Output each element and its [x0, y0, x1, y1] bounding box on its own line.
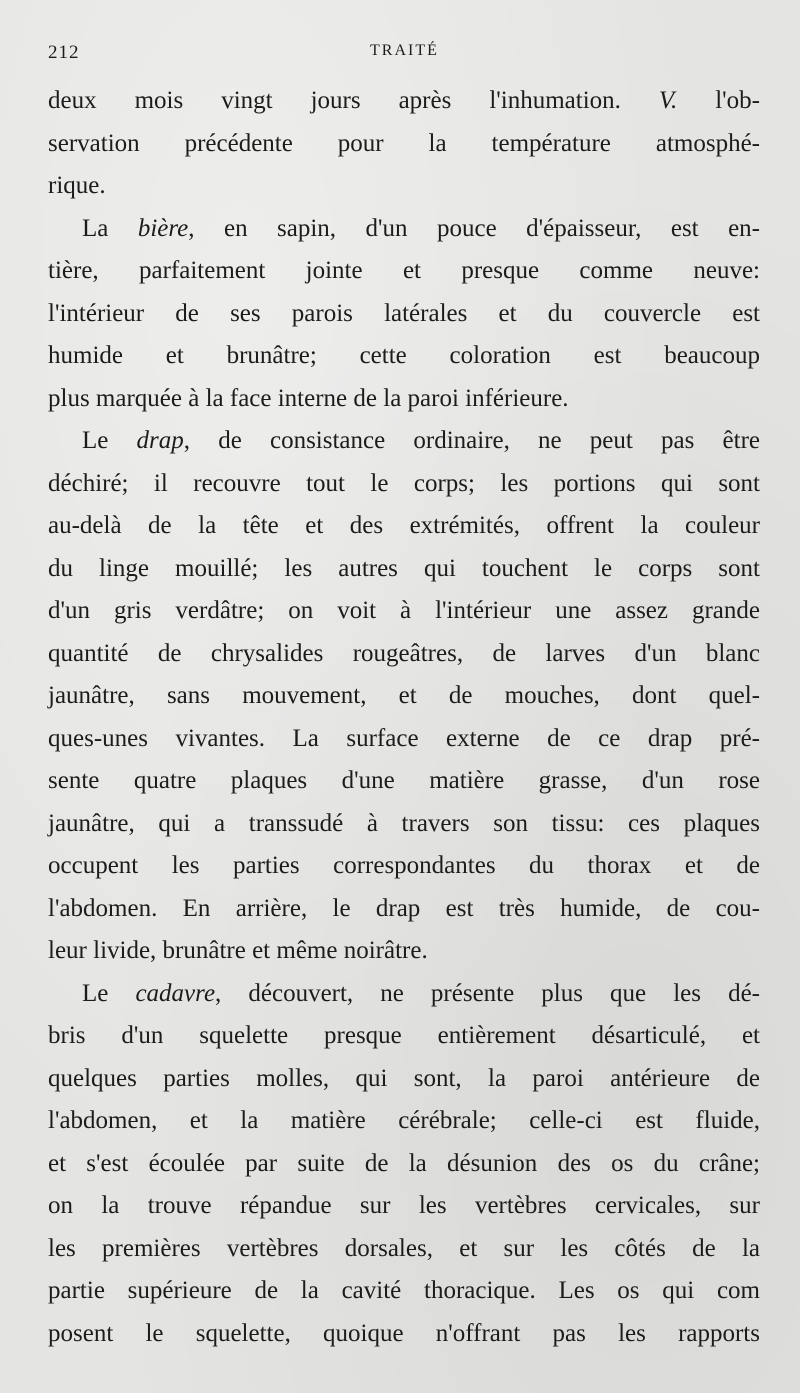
- line-fragment: plus marquée à la face interne de la paroi inférieure.: [48, 384, 569, 412]
- line-fragment: ques-unes vivantes. La surface externe de ce drap pré-: [48, 724, 760, 752]
- line-fragment: du linge mouillé; les autres qui touchent le corps sont: [48, 554, 760, 582]
- line-fragment: au-delà de la tête et des extrémités, offrent la couleur: [48, 512, 760, 539]
- text-line: [48, 548, 760, 591]
- text-line: [48, 590, 760, 633]
- text-line: [48, 1185, 760, 1228]
- running-title: TRAITÉ: [370, 42, 439, 59]
- line-fragment: posent le squelette, quoique n'offrant pas les rapports: [48, 1319, 760, 1347]
- text-line: [48, 250, 760, 293]
- line-fragment: quantité de chrysalides rougeâtres, de larves d'un blanc: [48, 639, 760, 667]
- line-fragment: d'un gris verdâtre; on voit à l'intérieur une assez grande: [48, 597, 760, 624]
- text-line: [48, 165, 760, 208]
- line-fragment: tière, parfaitement jointe et presque comme neuve:: [48, 257, 760, 284]
- line-fragment: l'abdomen, et la matière cérébrale; celle-ci est fluide,: [48, 1107, 760, 1134]
- line-fragment: les premières vertèbres dorsales, et sur les côtés de la: [48, 1234, 760, 1262]
- page-number: 212: [48, 42, 80, 63]
- text-line: [48, 930, 760, 973]
- line-fragment: rique.: [48, 172, 106, 199]
- italic-term: cadavre: [135, 979, 216, 1007]
- line-fragment: , en sapin, d'un pouce d'épaisseur, est en-: [188, 214, 760, 242]
- body-text: [48, 80, 760, 1355]
- text-line: [48, 1100, 760, 1143]
- text-line: [48, 1143, 760, 1186]
- text-line: [48, 1058, 760, 1101]
- text-line: [48, 633, 760, 676]
- line-fragment: l'ob-: [677, 87, 761, 114]
- text-line: [48, 80, 760, 123]
- text-line: [48, 845, 760, 888]
- line-fragment: déchiré; il recouvre tout le corps; les portions qui sont: [48, 469, 760, 497]
- text-line: [48, 420, 760, 463]
- line-fragment: La: [82, 214, 138, 242]
- italic-term: drap: [136, 427, 184, 454]
- line-fragment: Le: [82, 427, 137, 454]
- text-line: [48, 293, 760, 336]
- text-line: [48, 973, 760, 1016]
- text-line: [48, 760, 760, 803]
- line-fragment: Le: [82, 979, 136, 1007]
- line-fragment: quelques parties molles, qui sont, la paroi antérieure de: [48, 1064, 760, 1092]
- text-line: [48, 123, 760, 166]
- text-line: [48, 803, 760, 846]
- page-header: [48, 42, 760, 70]
- text-line: [48, 888, 760, 931]
- line-fragment: l'abdomen. En arrière, le drap est très humide, de cou-: [48, 894, 760, 922]
- italic-term: bière: [137, 214, 189, 242]
- line-fragment: jaunâtre, qui a transsudé à travers son tissu: ces plaques: [48, 809, 760, 837]
- line-fragment: on la trouve répandue sur les vertèbres cervicales, sur: [48, 1192, 760, 1219]
- text-line: [48, 463, 760, 506]
- text-line: [48, 718, 760, 761]
- line-fragment: deux mois vingt jours après l'inhumation.: [48, 87, 659, 114]
- text-line: [48, 1228, 760, 1271]
- line-fragment: humide et brunâtre; cette coloration est beaucoup: [48, 342, 760, 369]
- line-fragment: et s'est écoulée par suite de la désunion des os du crâne;: [48, 1149, 760, 1177]
- text-line: [48, 505, 760, 548]
- text-line: [48, 208, 760, 251]
- text-line: [48, 335, 760, 378]
- line-fragment: leur livide, brunâtre et même noirâtre.: [48, 937, 428, 964]
- line-fragment: , découvert, ne présente plus que les dé-: [215, 979, 760, 1007]
- text-line: [48, 675, 760, 718]
- line-fragment: jaunâtre, sans mouvement, et de mouches, dont quel-: [48, 682, 760, 709]
- line-fragment: sente quatre plaques d'une matière grasse, d'un rose: [48, 767, 760, 794]
- text-line: [48, 378, 760, 421]
- text-line: [48, 1313, 760, 1356]
- line-fragment: , de consistance ordinaire, ne peut pas être: [183, 427, 760, 454]
- text-line: [48, 1015, 760, 1058]
- line-fragment: l'intérieur de ses parois latérales et du couvercle est: [48, 299, 760, 327]
- line-fragment: partie supérieure de la cavité thoracique. Les os qui com: [48, 1277, 760, 1304]
- line-fragment: bris d'un squelette presque entièrement désarticulé, et: [48, 1022, 760, 1049]
- text-line: [48, 1270, 760, 1313]
- line-fragment: servation précédente pour la température atmosphé-: [48, 129, 760, 157]
- italic-term: V.: [658, 87, 678, 114]
- line-fragment: occupent les parties correspondantes du thorax et de: [48, 852, 760, 879]
